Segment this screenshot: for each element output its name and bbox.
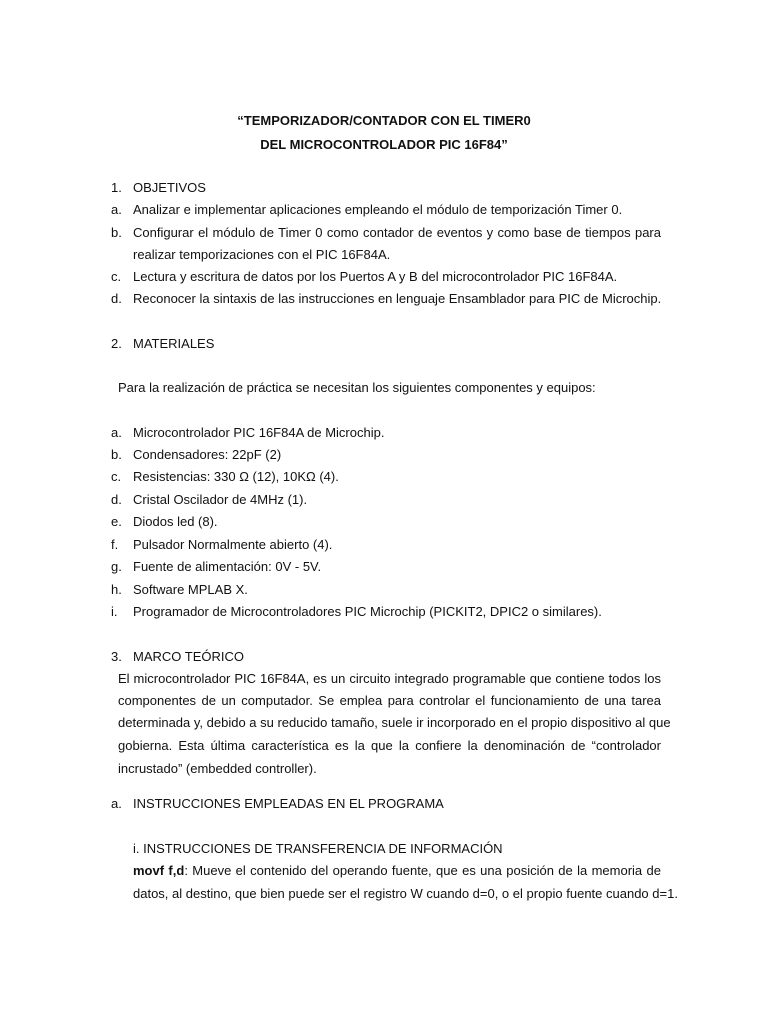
sec3-subsub-heading: i. INSTRUCCIONES DE TRANSFERENCIA DE INFORMACIÓN — [133, 841, 503, 856]
sec3-para-line2: componentes de un computador. Se emplea para controlar el funcionamiento de una tarea — [118, 693, 661, 708]
sec3-para-line3: determinada y, debido a su reducido tamaño, suele ir incorporado en el propio dispositivo al que — [118, 715, 671, 730]
sec1-item-c-marker: c. — [111, 269, 122, 284]
sec2-item-e-text: Diodos led (8). — [133, 514, 218, 529]
sec2-item-d-text: Cristal Oscilador de 4MHz (1). — [133, 492, 308, 507]
sec2-item-b-text: Condensadores: 22pF (2) — [133, 447, 282, 462]
sec3-sub-heading: INSTRUCCIONES EMPLEADAS EN EL PROGRAMA — [133, 796, 444, 811]
sec2-item-i-marker: i. — [111, 604, 118, 619]
sec3-para-line5: incrustado” (embedded controller). — [118, 761, 317, 776]
sec2-intro: Para la realización de práctica se necesitan los siguientes componentes y equipos: — [118, 380, 596, 395]
sec2-item-g-text: Fuente de alimentación: 0V - 5V. — [133, 559, 322, 574]
sec1-heading: OBJETIVOS — [133, 180, 206, 195]
sec2-item-g-marker: g. — [111, 559, 122, 574]
sec3-para-line1: El microcontrolador PIC 16F84A, es un circuito integrado programable que contiene todos los — [118, 671, 661, 686]
document-title-line2: DEL MICROCONTROLADOR PIC 16F84” — [260, 137, 508, 152]
sec1-item-b-text: Configurar el módulo de Timer 0 como contador de eventos y como base de tiempos para — [133, 225, 661, 240]
sec2-item-h-text: Software MPLAB X. — [133, 582, 248, 597]
sec2-item-a-marker: a. — [111, 425, 122, 440]
sec2-item-f-text: Pulsador Normalmente abierto (4). — [133, 537, 333, 552]
sec2-item-f-marker: f. — [111, 537, 119, 552]
movf-description: : Mueve el contenido del operando fuente, que es una posición de la memoria de — [184, 863, 661, 878]
movf-line1 — [133, 863, 661, 879]
sec2-item-i-text: Programador de Microcontroladores PIC Microchip (PICKIT2, DPIC2 o similares). — [133, 604, 602, 619]
sec2-number: 2. — [111, 336, 122, 351]
document-title-line1: “TEMPORIZADOR/CONTADOR CON EL TIMER0 — [237, 113, 531, 128]
sec1-item-d-marker: d. — [111, 291, 122, 306]
sec1-item-d-text: Reconocer la sintaxis de las instrucciones en lenguaje Ensamblador para PIC de Microchip. — [133, 291, 662, 306]
sec3-para-line4: gobierna. Esta última característica es la que la confiere la denominación de “controlador — [118, 738, 661, 753]
sec3-number: 3. — [111, 649, 122, 664]
movf-term: movf f,d — [133, 863, 185, 878]
sec3-heading: MARCO TEÓRICO — [133, 649, 244, 664]
sec1-item-b-continuation: realizar temporizaciones con el PIC 16F84A. — [133, 247, 391, 262]
sec2-heading: MATERIALES — [133, 336, 215, 351]
sec2-item-e-marker: e. — [111, 514, 122, 529]
sec1-number: 1. — [111, 180, 122, 195]
sec1-item-b-marker: b. — [111, 225, 122, 240]
sec1-item-a-text: Analizar e implementar aplicaciones empleando el módulo de temporización Timer 0. — [133, 202, 623, 217]
sec2-item-a-text: Microcontrolador PIC 16F84A de Microchip. — [133, 425, 385, 440]
sec2-item-b-marker: b. — [111, 447, 122, 462]
sec2-item-c-text: Resistencias: 330 Ω (12), 10KΩ (4). — [133, 469, 339, 484]
sec1-item-c-text: Lectura y escritura de datos por los Puertos A y B del microcontrolador PIC 16F84A. — [133, 269, 618, 284]
movf-line2: datos, al destino, que bien puede ser el registro W cuando d=0, o el propio fuente cuando d=1. — [133, 886, 678, 901]
sec2-item-c-marker: c. — [111, 469, 122, 484]
sec1-item-a-marker: a. — [111, 202, 122, 217]
sec2-item-h-marker: h. — [111, 582, 122, 597]
sec3-sub-marker: a. — [111, 796, 122, 811]
sec2-item-d-marker: d. — [111, 492, 122, 507]
